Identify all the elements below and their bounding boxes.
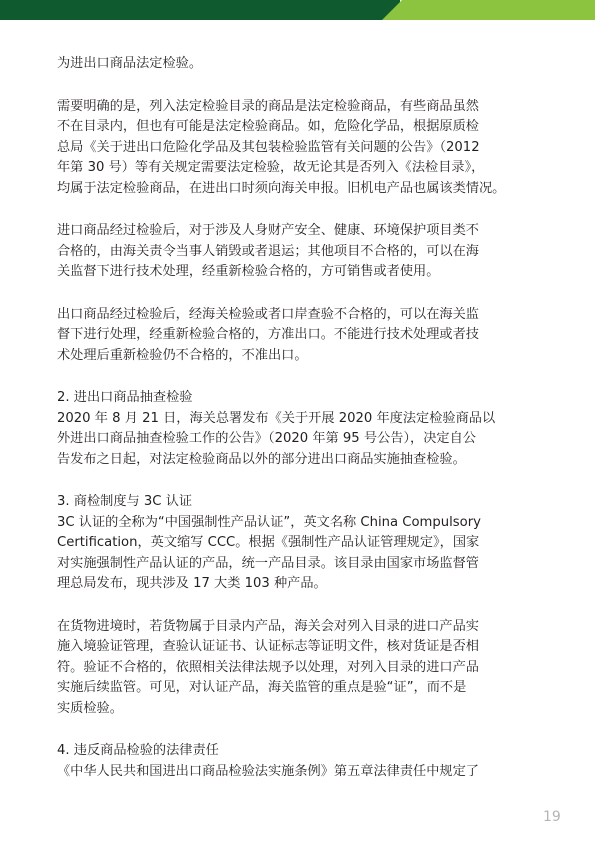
- text-line: 对实施强制性产品认证的产品，统一产品目录。该目录由国家市场监督管: [57, 555, 479, 571]
- text-line: 督下进行处理，经重新检验合格的，方准出口。不能进行技术处理或者技: [57, 327, 479, 342]
- section-3c-certification: [57, 492, 541, 595]
- text-line: 在货物进境时，若货物属于目录内产品，海关会对列入目录的进口产品实: [57, 618, 479, 634]
- text-line: Certification，英文缩写 CCC。根据《强制性产品认证管理规定》，国家: [57, 535, 480, 550]
- section-legal-liability: [57, 741, 541, 782]
- text-line: 合格的，由海关责令当事人销毁或者退运；其他项目不合格的，可以在海: [57, 243, 479, 259]
- header-color-band: [0, 0, 595, 20]
- text-line: 关监督下进行技术处理，经重新检验合格的，方可销售或者使用。: [57, 264, 440, 279]
- text-line: 需要明确的是，列入法定检验目录的商品是法定检验商品，有些商品虽然: [57, 98, 479, 114]
- text-line: 实质检验。: [57, 700, 123, 716]
- page-number: 19: [543, 809, 561, 825]
- text-line: 年第 30 号）等有关规定需要法定检验，故无论其是否列入《法检目录》，: [57, 160, 485, 175]
- header-band-light-green: [382, 0, 595, 20]
- text-line: 进口商品经过检验后，对于涉及人身财产安全、健康、环境保护项目类不: [57, 223, 479, 238]
- text-line: 2020 年 8 月 21 日，海关总署发布《关于开展 2020 年度法定检验商品以: [57, 410, 496, 426]
- text-line: 不在目录内，但也有可能是法定检验商品。如，危险化学品，根据原质检: [57, 119, 479, 134]
- paragraph-export-inspection: [57, 305, 541, 367]
- text-line: 为进出口商品法定检验。: [57, 56, 203, 71]
- section-heading: 4. 违反商品检验的法律责任: [57, 743, 219, 758]
- text-line: 《中华人民共和国进出口商品检验法实施条例》第五章法律责任中规定了: [57, 763, 479, 779]
- paragraph-statutory-inspection-scope: [57, 97, 541, 200]
- section-spot-check-inspection: [57, 388, 541, 470]
- text-line: 施入境验证管理，查验认证证书、认证标志等证明文件，核对货证是否相: [57, 639, 479, 654]
- section-heading: 3. 商检制度与 3C 认证: [57, 494, 193, 509]
- section-heading: 2. 进出口商品抽查检验: [57, 390, 193, 405]
- text-line: 理总局发布，现共涉及 17 大类 103 种产品。: [57, 576, 327, 591]
- paragraph-import-inspection: [57, 221, 541, 283]
- text-line: 术处理后重新检验仍不合格的，不准出口。: [57, 347, 308, 363]
- text-line: 均属于法定检验商品，在进出口时须向海关申报。旧机电产品也属该类情况。: [57, 180, 506, 196]
- paragraph-entry-verification: [57, 617, 541, 720]
- paragraph-intro-fragment: [57, 54, 541, 75]
- text-line: 出口商品经过检验后，经海关检验或者口岸查验不合格的，可以在海关监: [57, 306, 479, 322]
- text-line: 3C 认证的全称为“中国强制性产品认证”，英文名称 China Compulsory: [57, 514, 481, 530]
- text-line: 实施后续监管。可见，对认证产品，海关监管的重点是验“证”，而不是: [57, 680, 467, 695]
- text-line: 告发布之日起，对法定检验商品以外的部分进出口商品实施抽查检验。: [57, 451, 466, 467]
- text-line: 总局《关于进出口危险化学品及其包装检验监管有关问题的公告》（2012: [57, 139, 480, 155]
- header-band-dark-green: [0, 0, 400, 20]
- text-line: 符。验证不合格的，依照相关法律法规予以处理，对列入目录的进口产品: [57, 659, 479, 675]
- text-line: 外进出口商品抽查检验工作的公告》（2020 年第 95 号公告），决定自公: [57, 431, 476, 446]
- page-body: [57, 54, 541, 782]
